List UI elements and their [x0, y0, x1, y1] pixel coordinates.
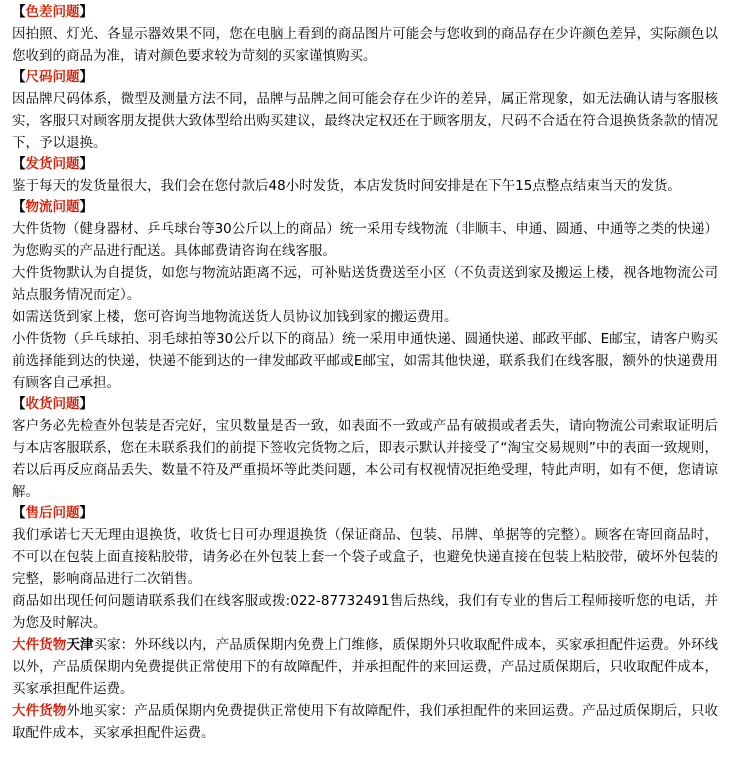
section-paragraph: 小件货物（乒乓球拍、羽毛球拍等30公斤以下的商品）统一采用申通快递、圆通快递、邮政平邮、E邮宝，请客户购买前选择能到达的快递，快递不能到达的一律发邮政平邮或E邮宝，如需其他快递，联系我们在线客服，额外的快递费用有顾客自己承担。: [12, 331, 718, 391]
section-paragraph: 我们承诺七天无理由退换货，收货七日可办理退换货（保证商品、包装、吊牌、单据等的完整）。顾客在寄回商品时，不可以在包装上面直接粘胶带，请务必在外包装上套一个袋子或盒子，也避免快递直接在包装上粘胶带，破坏外包装的完整，影响商品进行二次销售。: [12, 527, 718, 587]
section-title-text: 收货问题: [25, 396, 80, 412]
section-title: 【发货问题】: [12, 156, 93, 172]
section-title-text: 发货问题: [25, 156, 80, 172]
section-logistics: [12, 197, 718, 394]
labeled-paragraph-text: 买家：外环线以内，产品质保期内免费上门维修，质保期外只收取配件成本，买家承担配件运费。外环线以外，产品质保期内免费提供正常使用下的有故障配件，并承担配件的来回运费，产品过质保期后，只收取配件成本，买家承担配件运费。: [12, 637, 719, 697]
large-goods-label: 大件货物: [12, 703, 67, 719]
section-paragraph: 因品牌尺码体系，微型及测量方法不同，品牌与品牌之间可能会存在少许的差异，属正常现象，如无法确认请与客服核实，客服只对顾客朋友提供大致体型给出购买建议，最终决定权还在于顾客朋友，尺码不合适在符合退换货条款的情况下，予以退换。: [12, 91, 718, 151]
section-title-text: 尺码问题: [25, 69, 80, 85]
section-paragraph: 如需送货到家上楼，您可咨询当地物流送货人员协议加钱到家的搬运费用。: [12, 309, 458, 325]
section-paragraph: 大件货物默认为自提货，如您与物流站距离不远，可补贴送货费送至小区（不负责送到家及搬运上楼，视各地物流公司站点服务情况而定）。: [12, 265, 718, 303]
section-shipping: [12, 154, 718, 197]
section-title-text: 物流问题: [25, 199, 80, 215]
section-title: 【物流问题】: [12, 199, 93, 215]
section-paragraph: 鉴于每天的发货量很大，我们会在您付款后48小时发货，本店发货时间安排是在下午15点整点结束当天的发货。: [12, 178, 681, 194]
section-title: 【色差问题】: [12, 4, 93, 20]
section-title: 【尺码问题】: [12, 69, 93, 85]
section-paragraph: 商品如出现任何问题请联系我们在线客服或拨:022-87732491售后热线，我们有专业的售后工程师接听您的电话，并为您及时解决。: [12, 593, 718, 631]
section-paragraph: 客户务必先检查外包装是否完好，宝贝数量是否一致，如表面不一致或产品有破损或者丢失，请向物流公司索取证明后与本店客服联系，您在未联系我们的前提下签收完货物之后，即表示默认并接受了“淘宝交易规则”中的表面一致规则，若以后再反应商品丢失、数量不符及严重损坏等此类问题，本公司有权视情况拒绝受理，特此声明，如有不便，您请谅解。: [12, 418, 718, 500]
labeled-paragraph: [12, 700, 718, 744]
section-after-sales: [12, 503, 718, 744]
section-size: [12, 67, 718, 154]
labeled-paragraph: [12, 634, 718, 700]
section-title-text: 售后问题: [25, 505, 80, 521]
labeled-paragraph-text: 外地买家：产品质保期内免费提供正常使用下有故障配件，我们承担配件的来回运费。产品过质保期后，只收取配件成本，买家承担配件运费。: [12, 703, 719, 741]
section-receiving: [12, 394, 718, 503]
large-goods-label: 大件货物: [12, 637, 67, 653]
section-title-text: 色差问题: [25, 4, 80, 20]
section-paragraph: 因拍照、灯光、各显示器效果不同，您在电脑上看到的商品图片可能会与您收到的商品存在少许颜色差异，实际颜色以您收到的商品为准，请对颜色要求较为苛刻的买家谨慎购买。: [12, 26, 718, 64]
section-paragraph: 大件货物（健身器材、乒乓球台等30公斤以上的商品）统一采用专线物流（非顺丰、申通、圆通、中通等之类的快递）为您购买的产品进行配送。具体邮费请咨询在线客服。: [12, 221, 718, 259]
region-label: 天津: [66, 637, 94, 653]
section-color-difference: [12, 2, 718, 67]
section-title: 【收货问题】: [12, 396, 93, 412]
section-title: 【售后问题】: [12, 505, 93, 521]
